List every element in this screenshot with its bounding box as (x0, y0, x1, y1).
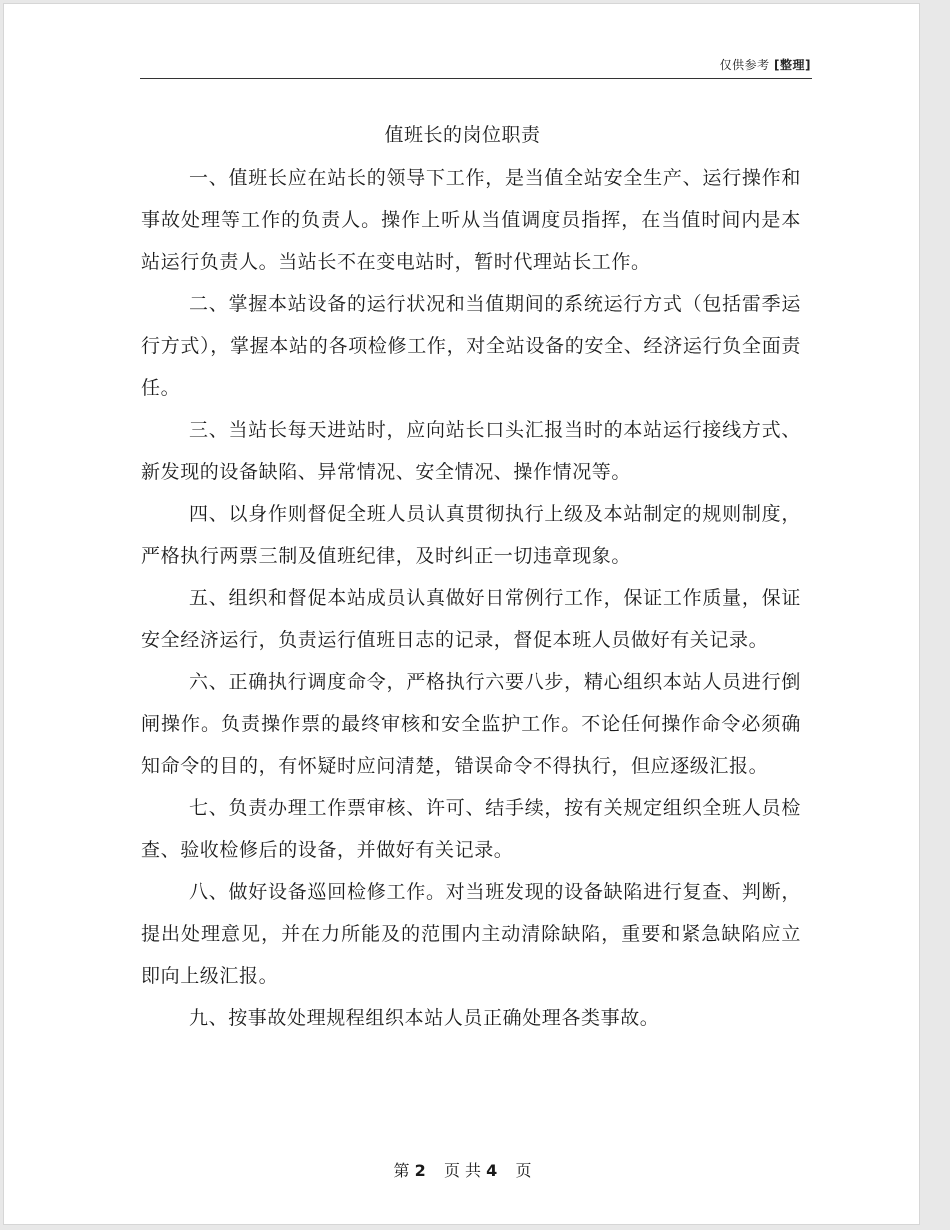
paragraph-8: 八、做好设备巡回检修工作。对当班发现的设备缺陷进行复查、判断，提出处理意见，并在力所能及的范围内主动清除缺陷，重要和紧急缺陷应立即向上级汇报。 (141, 881, 801, 987)
paragraph-5: 五、组织和督促本站成员认真做好日常例行工作，保证工作质量，保证安全经济运行，负责运行值班日志的记录，督促本班人员做好有关记录。 (141, 587, 801, 651)
footer-middle: 页 共 (443, 1161, 482, 1180)
document-title: 值班长的岗位职责 (384, 124, 541, 146)
page-footer (4, 1158, 921, 1181)
footer-page-number: 2 (414, 1161, 426, 1180)
document-body (141, 157, 801, 1039)
header-note (720, 56, 811, 73)
paragraph-4: 四、以身作则督促全班人员认真贯彻执行上级及本站制定的规则制度，严格执行两票三制及值班纪律，及时纠正一切违章现象。 (141, 503, 801, 567)
footer-suffix: 页 (515, 1161, 532, 1180)
footer-total-pages: 4 (486, 1161, 498, 1180)
paragraph-1: 一、值班长应在站长的领导下工作，是当值全站安全生产、运行操作和事故处理等工作的负责人。操作上听从当值调度员指挥，在当值时间内是本站运行负责人。当站长不在变电站时，暂时代理站长工作。 (141, 167, 801, 273)
footer-prefix: 第 (393, 1161, 410, 1180)
header-divider (140, 78, 812, 79)
header-bracket-label: [整理] (774, 58, 811, 72)
paragraph-9: 九、按事故处理规程组织本站人员正确处理各类事故。 (189, 1007, 660, 1029)
paragraph-2: 二、掌握本站设备的运行状况和当值期间的系统运行方式（包括雷季运行方式），掌握本站的各项检修工作，对全站设备的安全、经济运行负全面责任。 (141, 293, 801, 399)
document-page (3, 3, 920, 1225)
paragraph-6: 六、正确执行调度命令，严格执行六要八步，精心组织本站人员进行倒闸操作。负责操作票的最终审核和安全监护工作。不论任何操作命令必须确知命令的目的，有怀疑时应问清楚，错误命令不得执行，但应逐级汇报。 (141, 671, 801, 777)
paragraph-3: 三、当站长每天进站时，应向站长口头汇报当时的本站运行接线方式、新发现的设备缺陷、异常情况、安全情况、操作情况等。 (141, 419, 801, 483)
header-note-text: 仅供参考 (719, 58, 770, 72)
paragraph-7: 七、负责办理工作票审核、许可、结手续，按有关规定组织全班人员检查、验收检修后的设备，并做好有关记录。 (141, 797, 801, 861)
